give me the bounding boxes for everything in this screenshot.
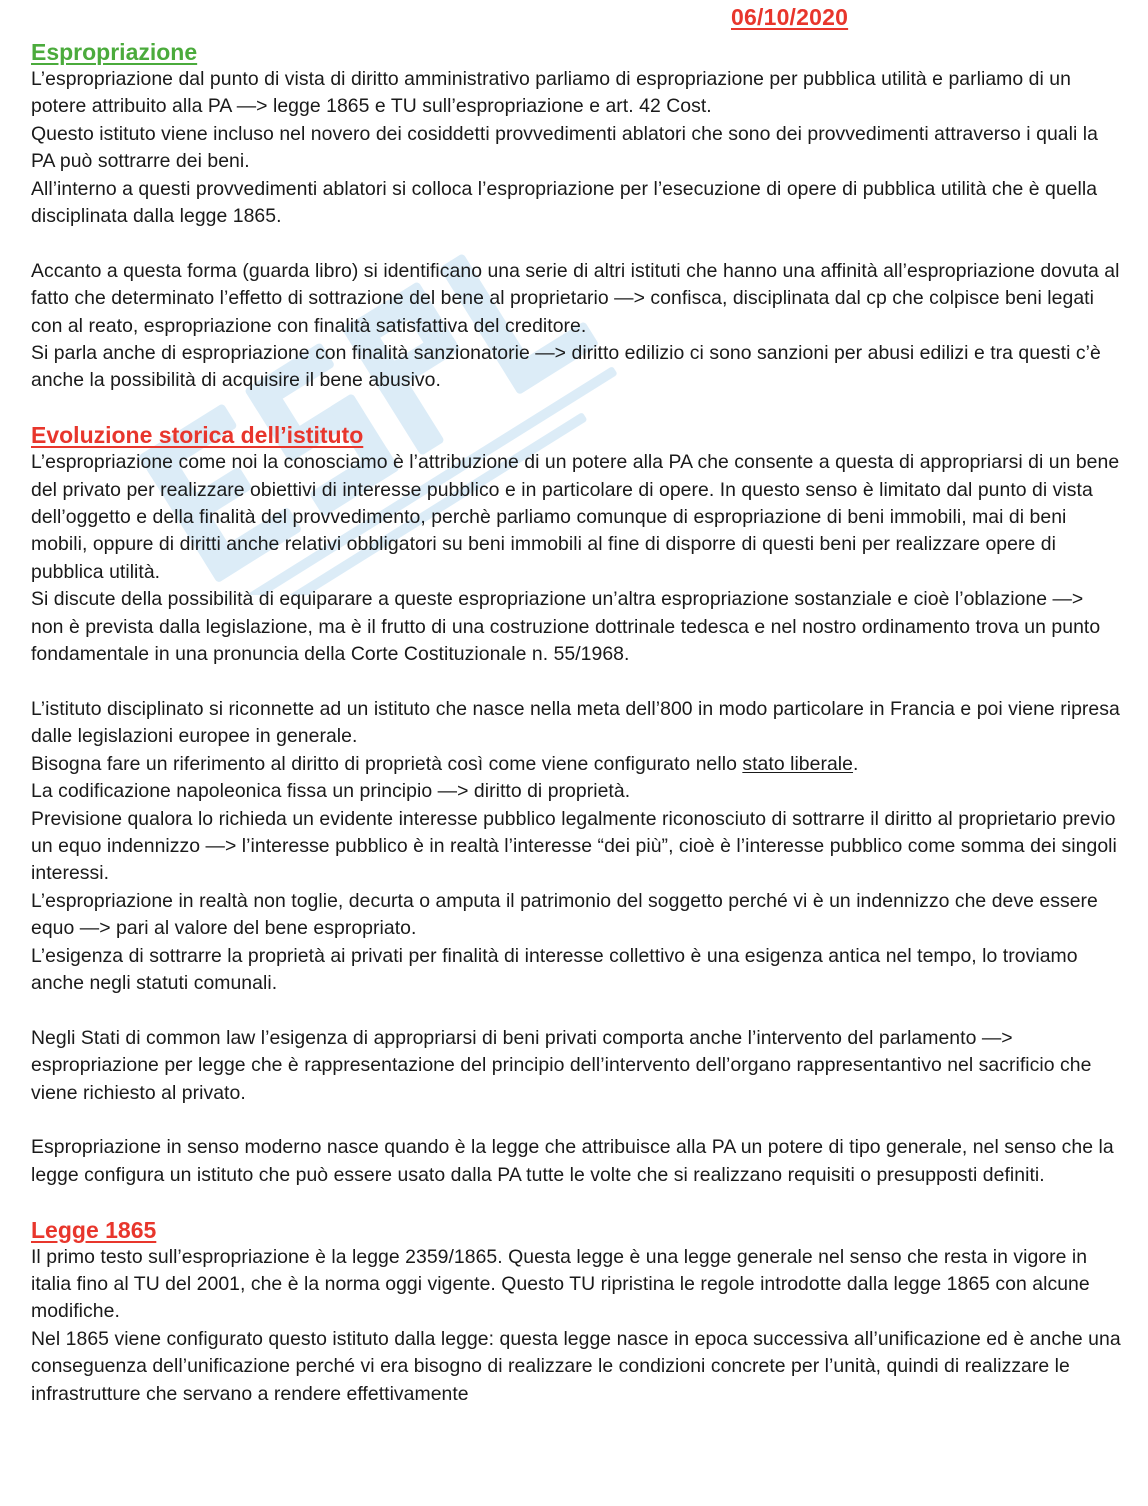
paragraph-text: Bisogna fare un riferimento al diritto di proprietà così come viene configurato nello (31, 752, 743, 775)
section-title-legge-1865: Legge 1865 (31, 1216, 157, 1243)
paragraph: L’istituto disciplinato si riconnette ad un istituto che nasce nella meta dell’800 in modo particolare in Francia e poi viene ripresa dalle legislazioni europee in generale. (31, 697, 1120, 748)
paragraph: Si discute della possibilità di equiparare a queste espropriazione un’altra espropriazione sostanziale e cioè l’oblazione —> non è prevista dalla legislazione, ma è il frutto di una costruzione dottrinale tedesca e nel nostro ordinamento trova un punto fondamentale in una pronuncia della Corte Costituzionale n. 55/1968. (31, 588, 1101, 666)
paragraph: All’interno a questi provvedimenti ablatori si colloca l’espropriazione per l’esecuzione di opere di pubblica utilità che è quella disciplinata dalla legge 1865. (31, 177, 1098, 228)
paragraph: L’espropriazione in realtà non toglie, decurta o amputa il patrimonio del soggetto perché vi è un indennizzo che deve essere equo —> pari al valore del bene espropriato. (31, 889, 1098, 940)
paragraph: L’espropriazione come noi la conosciamo è l’attribuzione di un potere alla PA che consente a questa di appropriarsi di un bene del privato per realizzare obiettivi di interesse pubblico e in particolare di opere. In questo senso è limitato dal punto di vista dell’oggetto e della finalità del provvedimento, perchè parliamo comunque di espropriazione di beni immobili, mai di beni mobili, oppure di diritti anche relativi obbligatori su beni immobili al fine di disporre di questi beni per realizzare opere di pubblica utilità. (31, 451, 1120, 583)
document-content (31, 39, 1121, 1408)
document-date: 06/10/2020 (731, 4, 849, 30)
paragraph: Accanto a questa forma (guarda libro) si identificano una serie di altri istituti che hanno una affinità all’espropriazione dovuta al fatto che determinato l’effetto di sottrazione del bene al proprietario —> confisca, disciplinata dal cp che colpisce beni legati con al reato, espropriazione con finalità satisfattiva del creditore. (31, 259, 1120, 337)
paragraph: Nel 1865 viene configurato questo istituto dalla legge: questa legge nasce in epoca successiva all’unificazione ed è anche una conseguenza dell’unificazione perché vi era bisogno di realizzare le condizioni concrete per l’unità, quindi di realizzare le infrastrutture che servano a rendere effettivamente (31, 1327, 1121, 1405)
paragraph: L’espropriazione dal punto di vista di diritto amministrativo parliamo di espropriazione per pubblica utilità e parliamo di un potere attribuito alla PA —> legge 1865 e TU sull’espropriazione e art. 42 Cost. (31, 68, 1071, 118)
paragraph: Negli Stati di common law l’esigenza di appropriarsi di beni privati comporta anche l’intervento del parlamento —> espropriazione per legge che è rappresentazione del principio dell’intervento dell’organo rappresentantivo nel sacrificio che viene richiesto al privato. (31, 1026, 1092, 1104)
paragraph: Si parla anche di espropriazione con finalità sanzionatorie —> diritto edilizio ci sono sanzioni per abusi edilizi e tra questi c’è anche la possibilità di acquisire il bene abusivo. (31, 342, 1101, 392)
paragraph: Previsione qualora lo richieda un evidente interesse pubblico legalmente riconosciuto di sottrarre il diritto al proprietario previo un equo indennizzo —> l’interesse pubblico è in realtà l’interesse “dei più”, cioè è l’interesse pubblico come somma dei singoli interessi. (31, 807, 1117, 885)
section-title-espropriazione: Espropriazione (31, 39, 198, 65)
section-title-evoluzione-storica: Evoluzione storica dell’istituto (31, 422, 364, 449)
paragraph (31, 751, 1121, 778)
underlined-term-stato-liberale: stato liberale (742, 752, 854, 775)
paragraph-text: . (853, 752, 859, 775)
paragraph: La codificazione napoleonica fissa un principio —> diritto di proprietà. (31, 780, 631, 803)
paragraph: Questo istituto viene incluso nel novero dei cosiddetti provvedimenti ablatori che sono dei provvedimenti attraverso i quali la PA può sottrarre dei beni. (31, 122, 1098, 173)
paragraph: L’esigenza di sottrarre la proprietà ai privati per finalità di interesse collettivo è una esigenza antica nel tempo, lo troviamo anche negli statuti comunali. (31, 944, 1078, 994)
paragraph: Espropriazione in senso moderno nasce quando è la legge che attribuisce alla PA un potere di tipo generale, nel senso che la legge configura un istituto che può essere usato dalla PA tutte le volte che si realizzano requisiti o presupposti definiti. (31, 1136, 1114, 1186)
paragraph: Il primo testo sull’espropriazione è la legge 2359/1865. Questa legge è una legge generale nel senso che resta in vigore in italia fino al TU del 2001, che è la norma oggi vigente. Questo TU ripristina le regole introdotte dalla legge 1865 con alcune modifiche. (31, 1245, 1090, 1323)
